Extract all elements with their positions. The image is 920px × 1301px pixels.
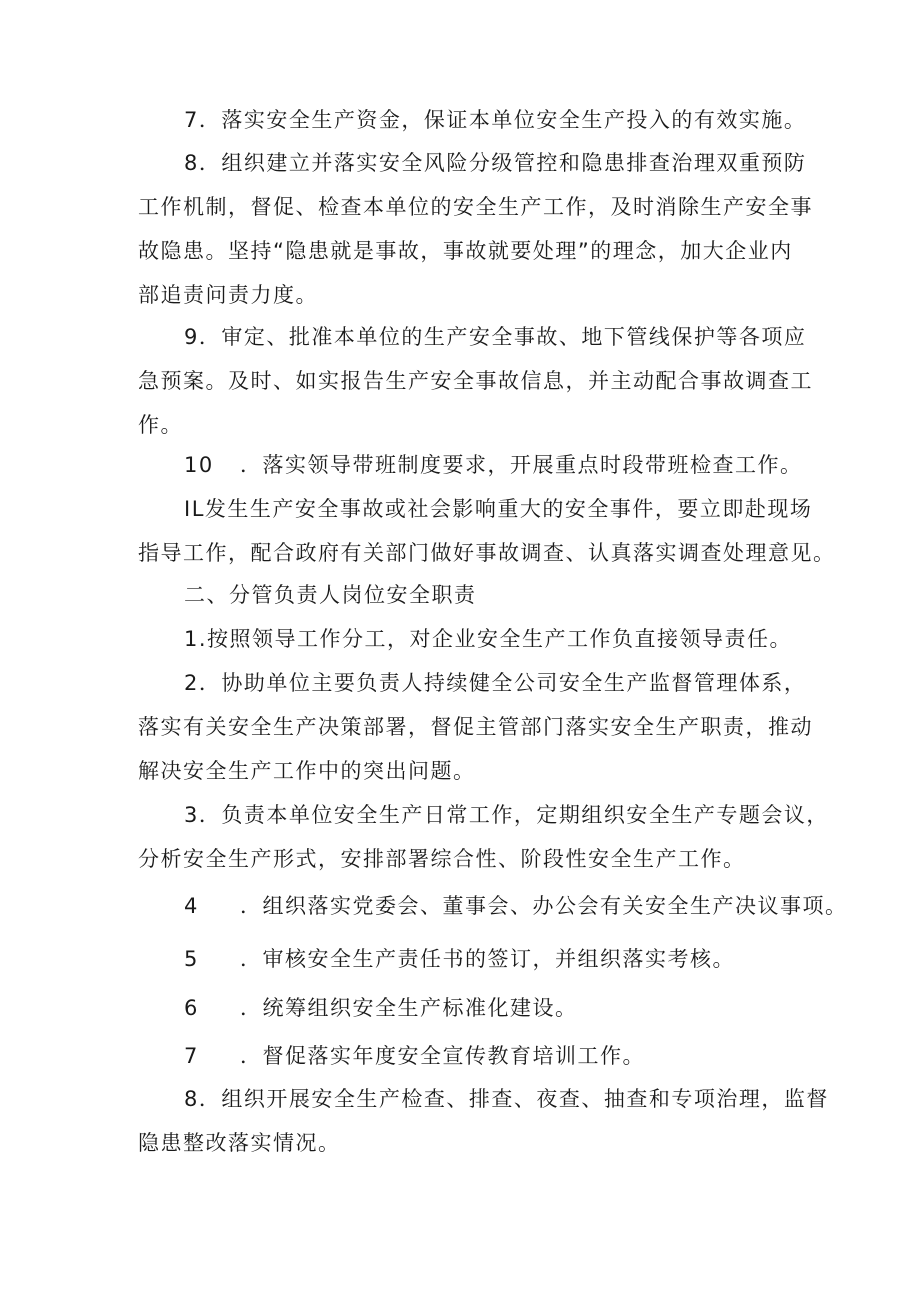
text-line: 2．协助单位主要负责人持续健全公司安全生产监督管理体系， — [184, 671, 807, 695]
text-line: 隐患整改落实情况。 — [138, 1131, 341, 1155]
duty-item-6 — [184, 986, 578, 1030]
duty-item-8 — [138, 1077, 829, 1165]
section-heading — [138, 573, 798, 617]
item-number: 5 — [184, 947, 199, 971]
text-line: 1.按照领导工作分工，对企业安全生产工作负直接领导责任。 — [184, 627, 793, 651]
text-line: 工作机制，督促、检查本单位的安全生产工作，及时消除生产安全事 — [138, 195, 813, 219]
item-text: ．督促落实年度安全宣传教育培训工作。 — [240, 1044, 645, 1068]
item-number: 7 — [184, 1044, 199, 1068]
text-line: 部追责问责力度。 — [138, 283, 318, 307]
text-line: 故隐患。坚持“隐患就是事故，事故就要处理”的理念，加大企业内 — [138, 239, 793, 263]
duty-item-5 — [184, 937, 735, 981]
text-line: 7．落实安全生产资金，保证本单位安全生产投入的有效实施。 — [184, 108, 807, 132]
duty-item-7 — [184, 1034, 645, 1078]
item-text: ．统筹组织安全生产标准化建设。 — [240, 996, 578, 1020]
duty-item-4 — [184, 884, 848, 928]
duty-item-1 — [138, 617, 798, 661]
duty-item-2 — [138, 661, 813, 793]
paragraph-item-11 — [138, 487, 836, 575]
paragraph-item-9 — [138, 315, 813, 447]
text-line: 急预案。及时、如实报告生产安全事故信息，并主动配合事故调查工 — [138, 369, 813, 393]
text-line: 作。 — [138, 413, 183, 437]
item-text: ．组织落实党委会、董事会、办公会有关安全生产决议事项。 — [240, 894, 848, 918]
duty-item-3 — [138, 793, 829, 881]
text-line: 分析安全生产形式，安排部署综合性、阶段性安全生产工作。 — [138, 847, 746, 871]
text-line: 二、分管负责人岗位安全职责 — [184, 583, 477, 607]
item-number: 6 — [184, 996, 199, 1020]
item-text: ．审核安全生产责任书的签订，并组织落实考核。 — [240, 947, 735, 971]
paragraph-item-8 — [138, 141, 813, 317]
text-line: 8．组织建立并落实安全风险分级管控和隐患排查治理双重预防 — [184, 151, 807, 175]
text-line: IL发生生产安全事故或社会影响重大的安全事件，要立即赴现场 — [184, 497, 813, 521]
item-number: 10 — [184, 453, 214, 477]
text-line: 3．负责本单位安全生产日常工作，定期组织安全生产专题会议， — [184, 803, 829, 827]
text-line: 指导工作，配合政府有关部门做好事故调查、认真落实调查处理意见。 — [138, 541, 836, 565]
item-number: 4 — [184, 894, 199, 918]
text-line: 解决安全生产工作中的突出问题。 — [138, 759, 476, 783]
text-line: 落实有关安全生产决策部署，督促主管部门落实安全生产职责，推动 — [138, 715, 813, 739]
text-line: 8．组织开展安全生产检查、排查、夜查、抽查和专项治理，监督 — [184, 1087, 829, 1111]
paragraph-item-10 — [184, 443, 803, 487]
paragraph-item-7 — [138, 98, 807, 142]
text-line: 9．审定、批准本单位的生产安全事故、地下管线保护等各项应 — [184, 325, 807, 349]
item-text: ．落实领导带班制度要求，开展重点时段带班检查工作。 — [240, 453, 803, 477]
